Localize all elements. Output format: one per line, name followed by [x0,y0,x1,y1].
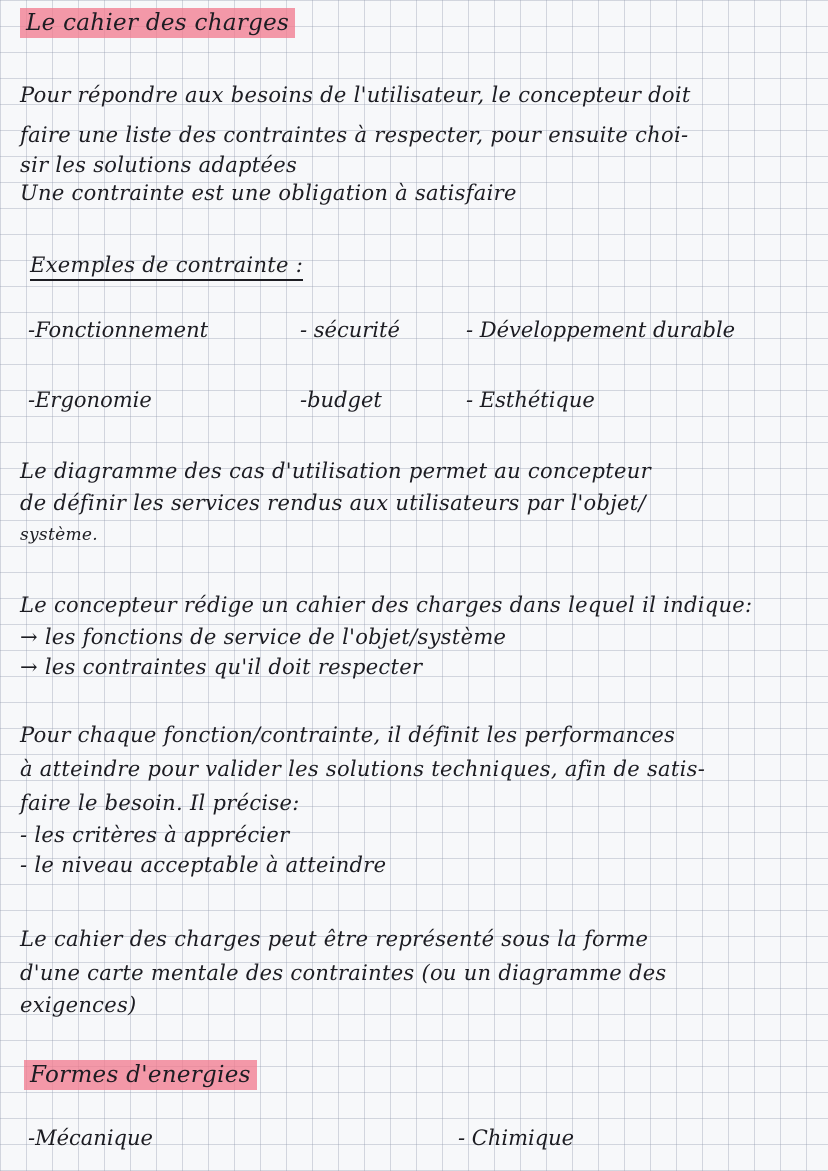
text-line: sir les solutions adaptées [20,153,298,177]
text-line: à atteindre pour valider les solutions techniques, afin de satis- [20,757,706,781]
text-line: faire le besoin. Il précise: [20,791,300,815]
text-line: d'une carte mentale des contraintes (ou un diagramme des [20,961,667,985]
text-line: → les contraintes qu'il doit respecter [20,655,423,679]
example-item: -Fonctionnement [28,318,209,342]
example-item: -budget [300,388,382,412]
text-line: Pour chaque fonction/contrainte, il définit les performances [20,723,676,747]
text-line: Pour répondre aux besoins de l'utilisateur, le concepteur doit [20,83,691,107]
text-line: Une contrainte est une obligation à satisfaire [20,181,517,205]
text-line: de définir les services rendus aux utilisateurs par l'objet/ [20,491,646,515]
text-line: - les critères à apprécier [20,823,290,847]
page-title: Le cahier des charges [20,10,295,36]
text-line: - le niveau acceptable à atteindre [20,853,387,877]
energy-item: - Chimique [458,1126,575,1150]
example-item: -Ergonomie [28,388,152,412]
text-line: → les fonctions de service de l'objet/système [20,625,507,649]
energy-item: -Mécanique [28,1126,153,1150]
text-line: exigences) [20,993,137,1017]
text-line: faire une liste des contraintes à respecter, pour ensuite choi- [20,123,689,147]
text-line: Le concepteur rédige un cahier des charges dans lequel il indique: [20,593,753,617]
text-line: Le cahier des charges peut être représenté sous la forme [20,927,649,951]
energies-heading: Formes d'energies [24,1062,257,1088]
text-line: système. [20,525,98,545]
examples-heading: Exemples de contrainte : [30,252,303,278]
example-item: - Développement durable [466,318,736,342]
text-line: Le diagramme des cas d'utilisation permet au concepteur [20,459,651,483]
example-item: - Esthétique [466,388,595,412]
example-item: - sécurité [300,318,400,342]
